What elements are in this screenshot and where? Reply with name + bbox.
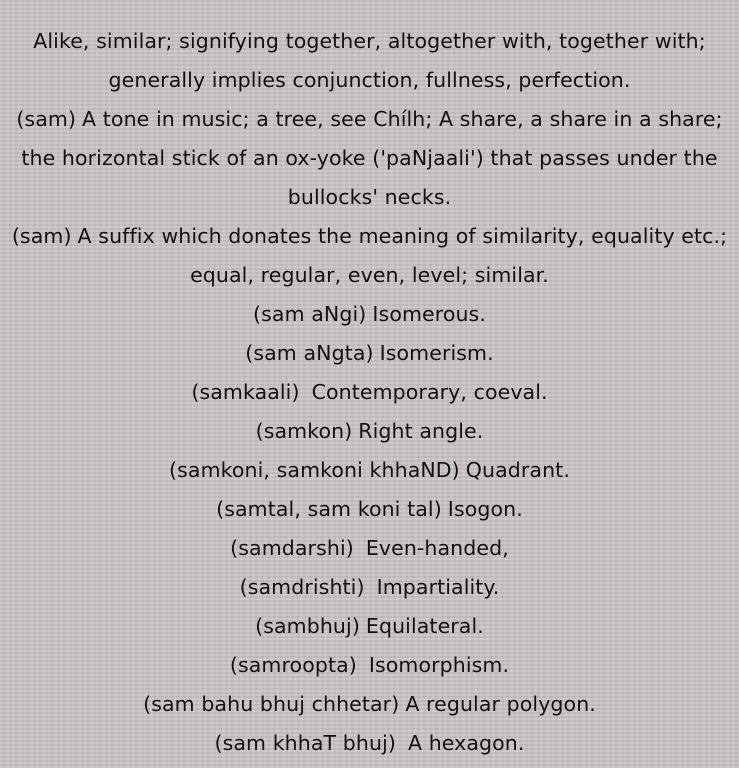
- entry-14: [8, 724, 731, 763]
- entry-4: [8, 334, 731, 373]
- entry-definition: Right angle.: [358, 419, 484, 443]
- entry-10: [8, 568, 731, 607]
- entry-term: (sam khhaT bhuj): [214, 731, 396, 755]
- entry-12: [8, 646, 731, 685]
- entry-definition: Alike, similar; signifying together, altogether with, together with; generally implies conjunction, fullness, perfection.: [33, 29, 706, 92]
- entry-term: (sambhuj): [255, 614, 360, 638]
- entry-definition: Isomerism.: [379, 341, 494, 365]
- entry-2: [8, 217, 731, 295]
- entry-term: (samkoni, samkoni khhaND): [169, 458, 460, 482]
- entry-9: [8, 529, 731, 568]
- entry-term: (sam aNgta): [245, 341, 374, 365]
- entry-definition: Isomerous.: [372, 302, 486, 326]
- entry-definition: Isogon.: [447, 497, 523, 521]
- entry-term: (samkon): [255, 419, 353, 443]
- entry-term: (sam aNgi): [253, 302, 367, 326]
- entry-0: [8, 22, 731, 100]
- entry-8: [8, 490, 731, 529]
- entry-11: [8, 607, 731, 646]
- entry-definition: A suffix which donates the meaning of similarity, equality etc.; equal, regular, even, level; similar.: [77, 224, 728, 287]
- entry-definition: A regular polygon.: [405, 692, 596, 716]
- entry-definition: Impartiality.: [376, 575, 500, 599]
- entry-3: [8, 295, 731, 334]
- entry-definition: Even-handed,: [365, 536, 509, 560]
- entry-term: (samkaali): [191, 380, 300, 404]
- entry-term: (sam): [16, 107, 77, 131]
- entry-definition: Contemporary, coeval.: [311, 380, 548, 404]
- entry-definition: Isomorphism.: [368, 653, 510, 677]
- entry-1: [8, 100, 731, 217]
- entry-term: (samroopta): [229, 653, 357, 677]
- entry-term: (sam): [11, 224, 72, 248]
- entry-definition: A tone in music; a tree, see Chílh; A share, a share in a share; the horizontal stick of an ox-yoke ('paNjaali') that passes under the bullocks' necks.: [21, 107, 723, 209]
- entry-13: [8, 685, 731, 724]
- entry-definition: Quadrant.: [465, 458, 570, 482]
- entry-definition: A hexagon.: [407, 731, 525, 755]
- entry-5: [8, 373, 731, 412]
- entry-6: [8, 412, 731, 451]
- entry-term: (sam bahu bhuj chhetar): [143, 692, 400, 716]
- entry-definition: Equilateral.: [365, 614, 484, 638]
- entry-term: (samtal, sam koni tal): [216, 497, 442, 521]
- entry-term: (samdrishti): [239, 575, 365, 599]
- entry-term: (samdarshi): [230, 536, 354, 560]
- entry-7: [8, 451, 731, 490]
